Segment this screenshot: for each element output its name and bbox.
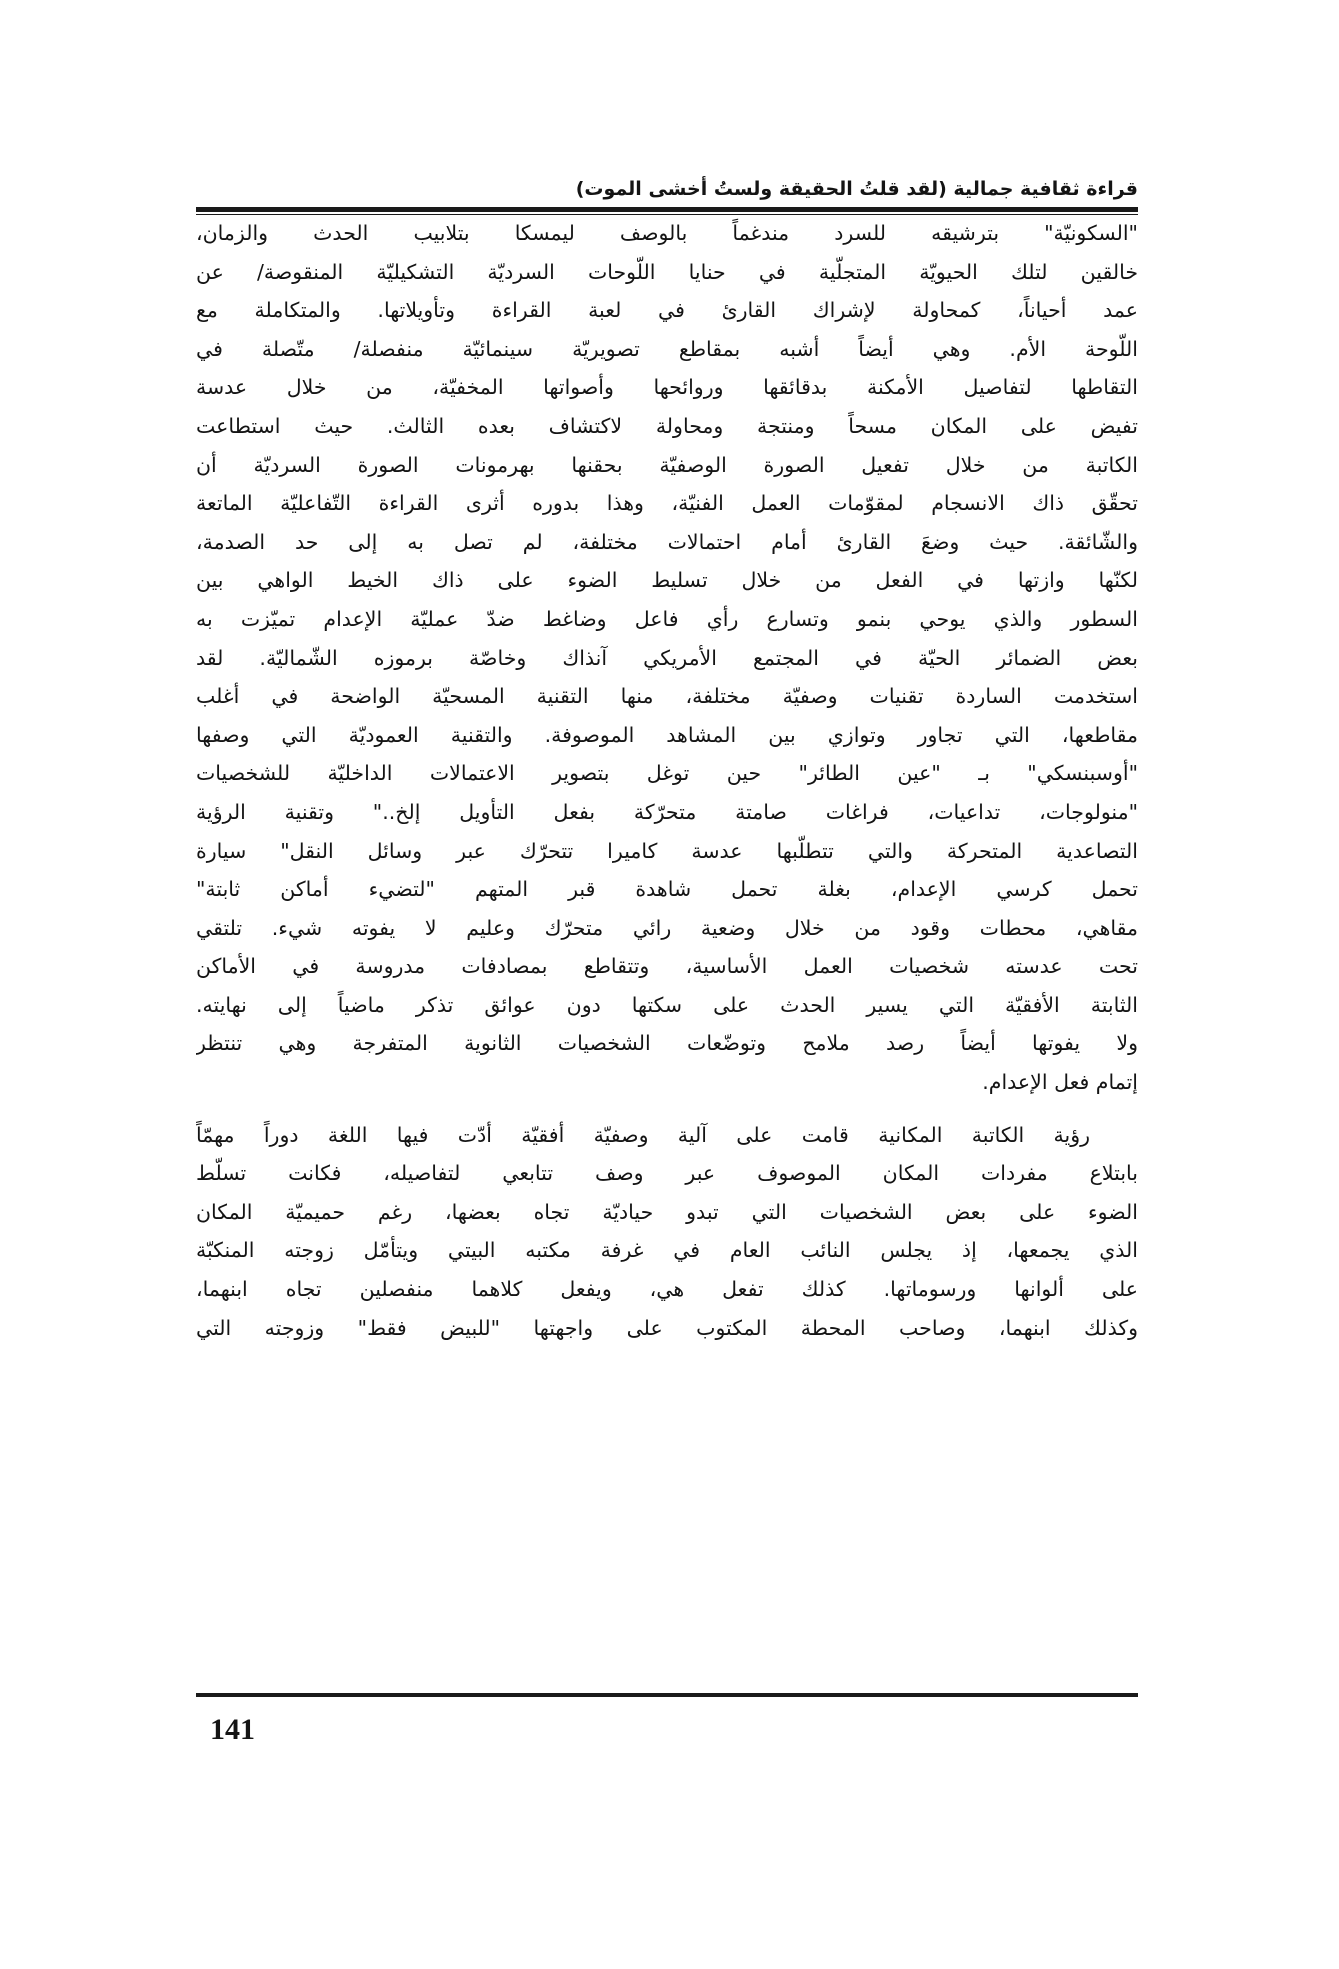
text-line: رؤية الكاتبة المكانية قامت على آلية وصفيّة أفقيّة أدّت فيها اللغة دوراً مهمّاً xyxy=(196,1122,1090,1147)
text-line: إتمام فعل الإعدام. xyxy=(982,1070,1138,1095)
text-line: بابتلاع مفردات المكان الموصوف عبر وصف تتابعي لتفاصيله، فكانت تسلّط xyxy=(196,1161,1138,1186)
text-line: مقاهي، محطات وقود من خلال وضعية رائي متحرّك وعليم لا يفوته شيء. تلتقي xyxy=(196,915,1138,940)
text-line: الكاتبة من خلال تفعيل الصورة الوصفيّة بحقنها بهرمونات الصورة السرديّة أن xyxy=(196,452,1138,477)
text-line: خالقين لتلك الحيويّة المتجلّية في حنايا اللّوحات السرديّة التشكيليّة المنقوصة/ عن xyxy=(196,259,1138,284)
running-header: قراءة ثقافية جمالية (لقد قلتُ الحقيقة ولستُ أخشى الموت) xyxy=(575,178,1138,200)
text-line: عمد أحياناً، كمحاولة لإشراك القارئ في لعبة القراءة وتأويلاتها. والمتكاملة مع xyxy=(196,298,1138,323)
text-line: "السكونيّة" بترشيقه للسرد مندغماً بالوصف ليمسكا بتلابيب الحدث والزمان، xyxy=(196,221,1138,245)
text-line: بعض الضمائر الحيّة في المجتمع الأمريكي آنذاك وخاصّة برموزه الشّماليّة. لقد xyxy=(196,645,1138,670)
text-line: والشّائقة. حيث وضعَ القارئ أمام احتمالات مختلفة، لم تصل به إلى حد الصدمة، xyxy=(196,529,1138,554)
text-line: الذي يجمعها، إذ يجلس النائب العام في غرفة مكتبه البيتي ويتأمّل زوجته المنكبّة xyxy=(196,1238,1138,1263)
text-line: "أوسبنسكي" بـ "عين الطائر" حين توغل بتصوير الاعتمالات الداخليّة للشخصيات xyxy=(196,761,1138,786)
text-line: ولا يفوتها أيضاً رصد ملامح وتوضّعات الشخصيات الثانوية المتفرجة وهي تنتظر xyxy=(196,1031,1138,1056)
text-line: استخدمت الساردة تقنيات وصفيّة مختلفة، منها التقنية المسحيّة الواضحة في أغلب xyxy=(196,684,1138,709)
paragraph-gap xyxy=(196,1102,1138,1116)
text-line: اللّوحة الأم. وهي أيضاً أشبه بمقاطع تصويريّة سينمائيّة منفصلة/ متّصلة في xyxy=(196,336,1138,361)
text-line: لكنّها وازتها في الفعل من خلال تسليط الضوء على ذاك الخيط الواهي بين xyxy=(196,568,1138,593)
text-line: الضوء على بعض الشخصيات التي تبدو حياديّة تجاه بعضها، رغم حميميّة المكان xyxy=(196,1199,1138,1224)
text-line: تفيض على المكان مسحاً ومنتجة ومحاولة لاكتشاف بعده الثالث. حيث استطاعت xyxy=(196,413,1138,438)
text-line: تحقّق ذاك الانسجام لمقوّمات العمل الفنيّة، وهذا بدوره أثرى القراءة التّفاعليّة الماتعة xyxy=(196,491,1138,516)
paragraph-2 xyxy=(196,1116,1138,1348)
text-line: السطور والذي يوحي بنمو وتسارع رأي فاعل وضاغط ضدّ عمليّة الإعدام تميّزت به xyxy=(196,606,1138,631)
text-line: التصاعدية المتحركة والتي تتطلّبها عدسة كاميرا تتحرّك عبر وسائل النقل" سيارة xyxy=(196,838,1138,863)
page-number: 141 xyxy=(210,1713,255,1746)
footer-rule xyxy=(196,1693,1138,1697)
text-line: تحمل كرسي الإعدام، بغلة تحمل شاهدة قبر المتهم "لتضيء أماكن ثابتة" xyxy=(196,877,1138,902)
text-line: التقاطها لتفاصيل الأمكنة بدقائقها وروائحها وأصواتها المخفيّة، من خلال عدسة xyxy=(196,375,1138,400)
paragraph-1 xyxy=(196,214,1138,1102)
text-line: وكذلك ابنهما، وصاحب المحطة المكتوب على واجهتها "للبيض فقط" وزوجته التي xyxy=(196,1315,1138,1340)
text-line: على ألوانها ورسوماتها. كذلك تفعل هي، ويفعل كلاهما منفصلين تجاه ابنهما، xyxy=(196,1277,1138,1302)
text-line: الثابتة الأفقيّة التي يسير الحدث على سكتها دون عوائق تذكر ماضياً إلى نهايته. xyxy=(196,992,1138,1017)
body-text xyxy=(196,214,1138,1347)
text-line: مقاطعها، التي تجاور وتوازي بين المشاهد الموصوفة. والتقنية العموديّة التي وصفها xyxy=(196,722,1138,747)
text-line: تحت عدسته شخصيات العمل الأساسية، وتتقاطع بمصادفات مدروسة في الأماكن xyxy=(196,954,1138,979)
text-line: "منولوجات، تداعيات، فراغات صامتة متحرّكة بفعل التأويل إلخ.." وتقنية الرؤية xyxy=(196,799,1138,824)
